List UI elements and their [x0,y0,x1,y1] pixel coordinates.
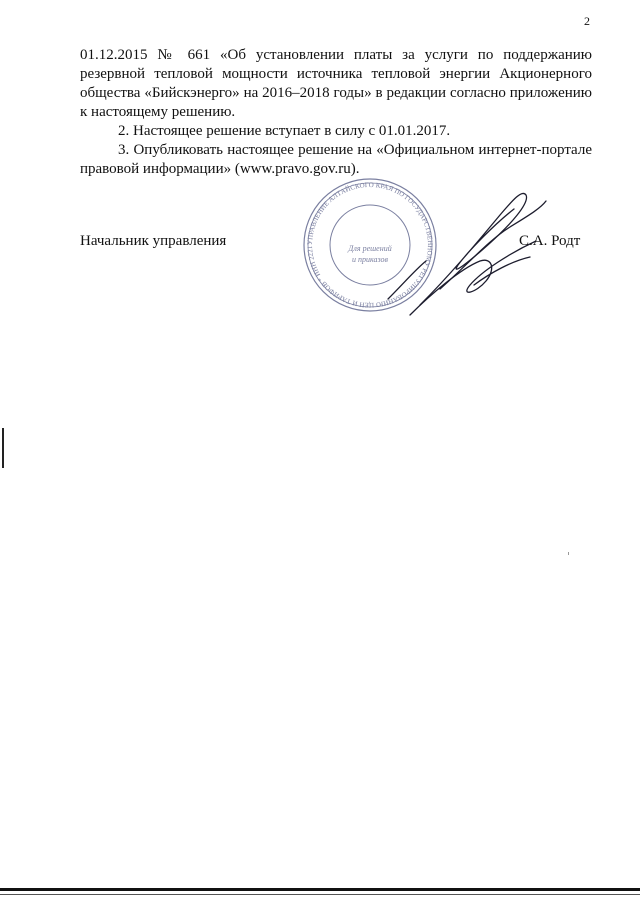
scan-artifact-dot [568,552,569,555]
stamp-center-line2: и приказов [351,255,389,264]
signatory-position: Начальник управления [80,233,227,249]
scan-artifact-bottom-edge [0,888,640,891]
page-number: 2 [584,14,590,28]
stamp-ring-text: УПРАВЛЕНИЕ АЛТАЙСКОГО КРАЯ ПО ГОСУДАРСТВЕННОМУ РЕГУЛИРОВАНИЮ ЦЕН И ТАРИФОВ * ИНН 2221 [305,180,435,310]
scan-artifact-left-edge [2,428,4,468]
paragraph-1: 01.12.2015 № 661 «Об установлении платы за услуги по поддержанию резервной тепловой мощности источника тепловой энергии Акционерного общества «Бийскэнерго» на 2016–2018 годы» в редакции согласно приложению к настоящему решению. [80,47,592,120]
signatory-name: С.А. Родт [519,233,581,249]
paragraph-2: 2. Настоящее решение вступает в силу с 01.01.2017. [118,123,451,139]
document-body [80,46,592,179]
official-stamp [300,165,436,311]
paragraph-3: 3. Опубликовать настоящее решение на «Официальном интернет-портале правовой информации» (www.pravo.gov.ru). [80,142,592,177]
stamp-center-line1: Для решений [348,244,392,253]
scan-artifact-bottom-line [0,894,640,895]
